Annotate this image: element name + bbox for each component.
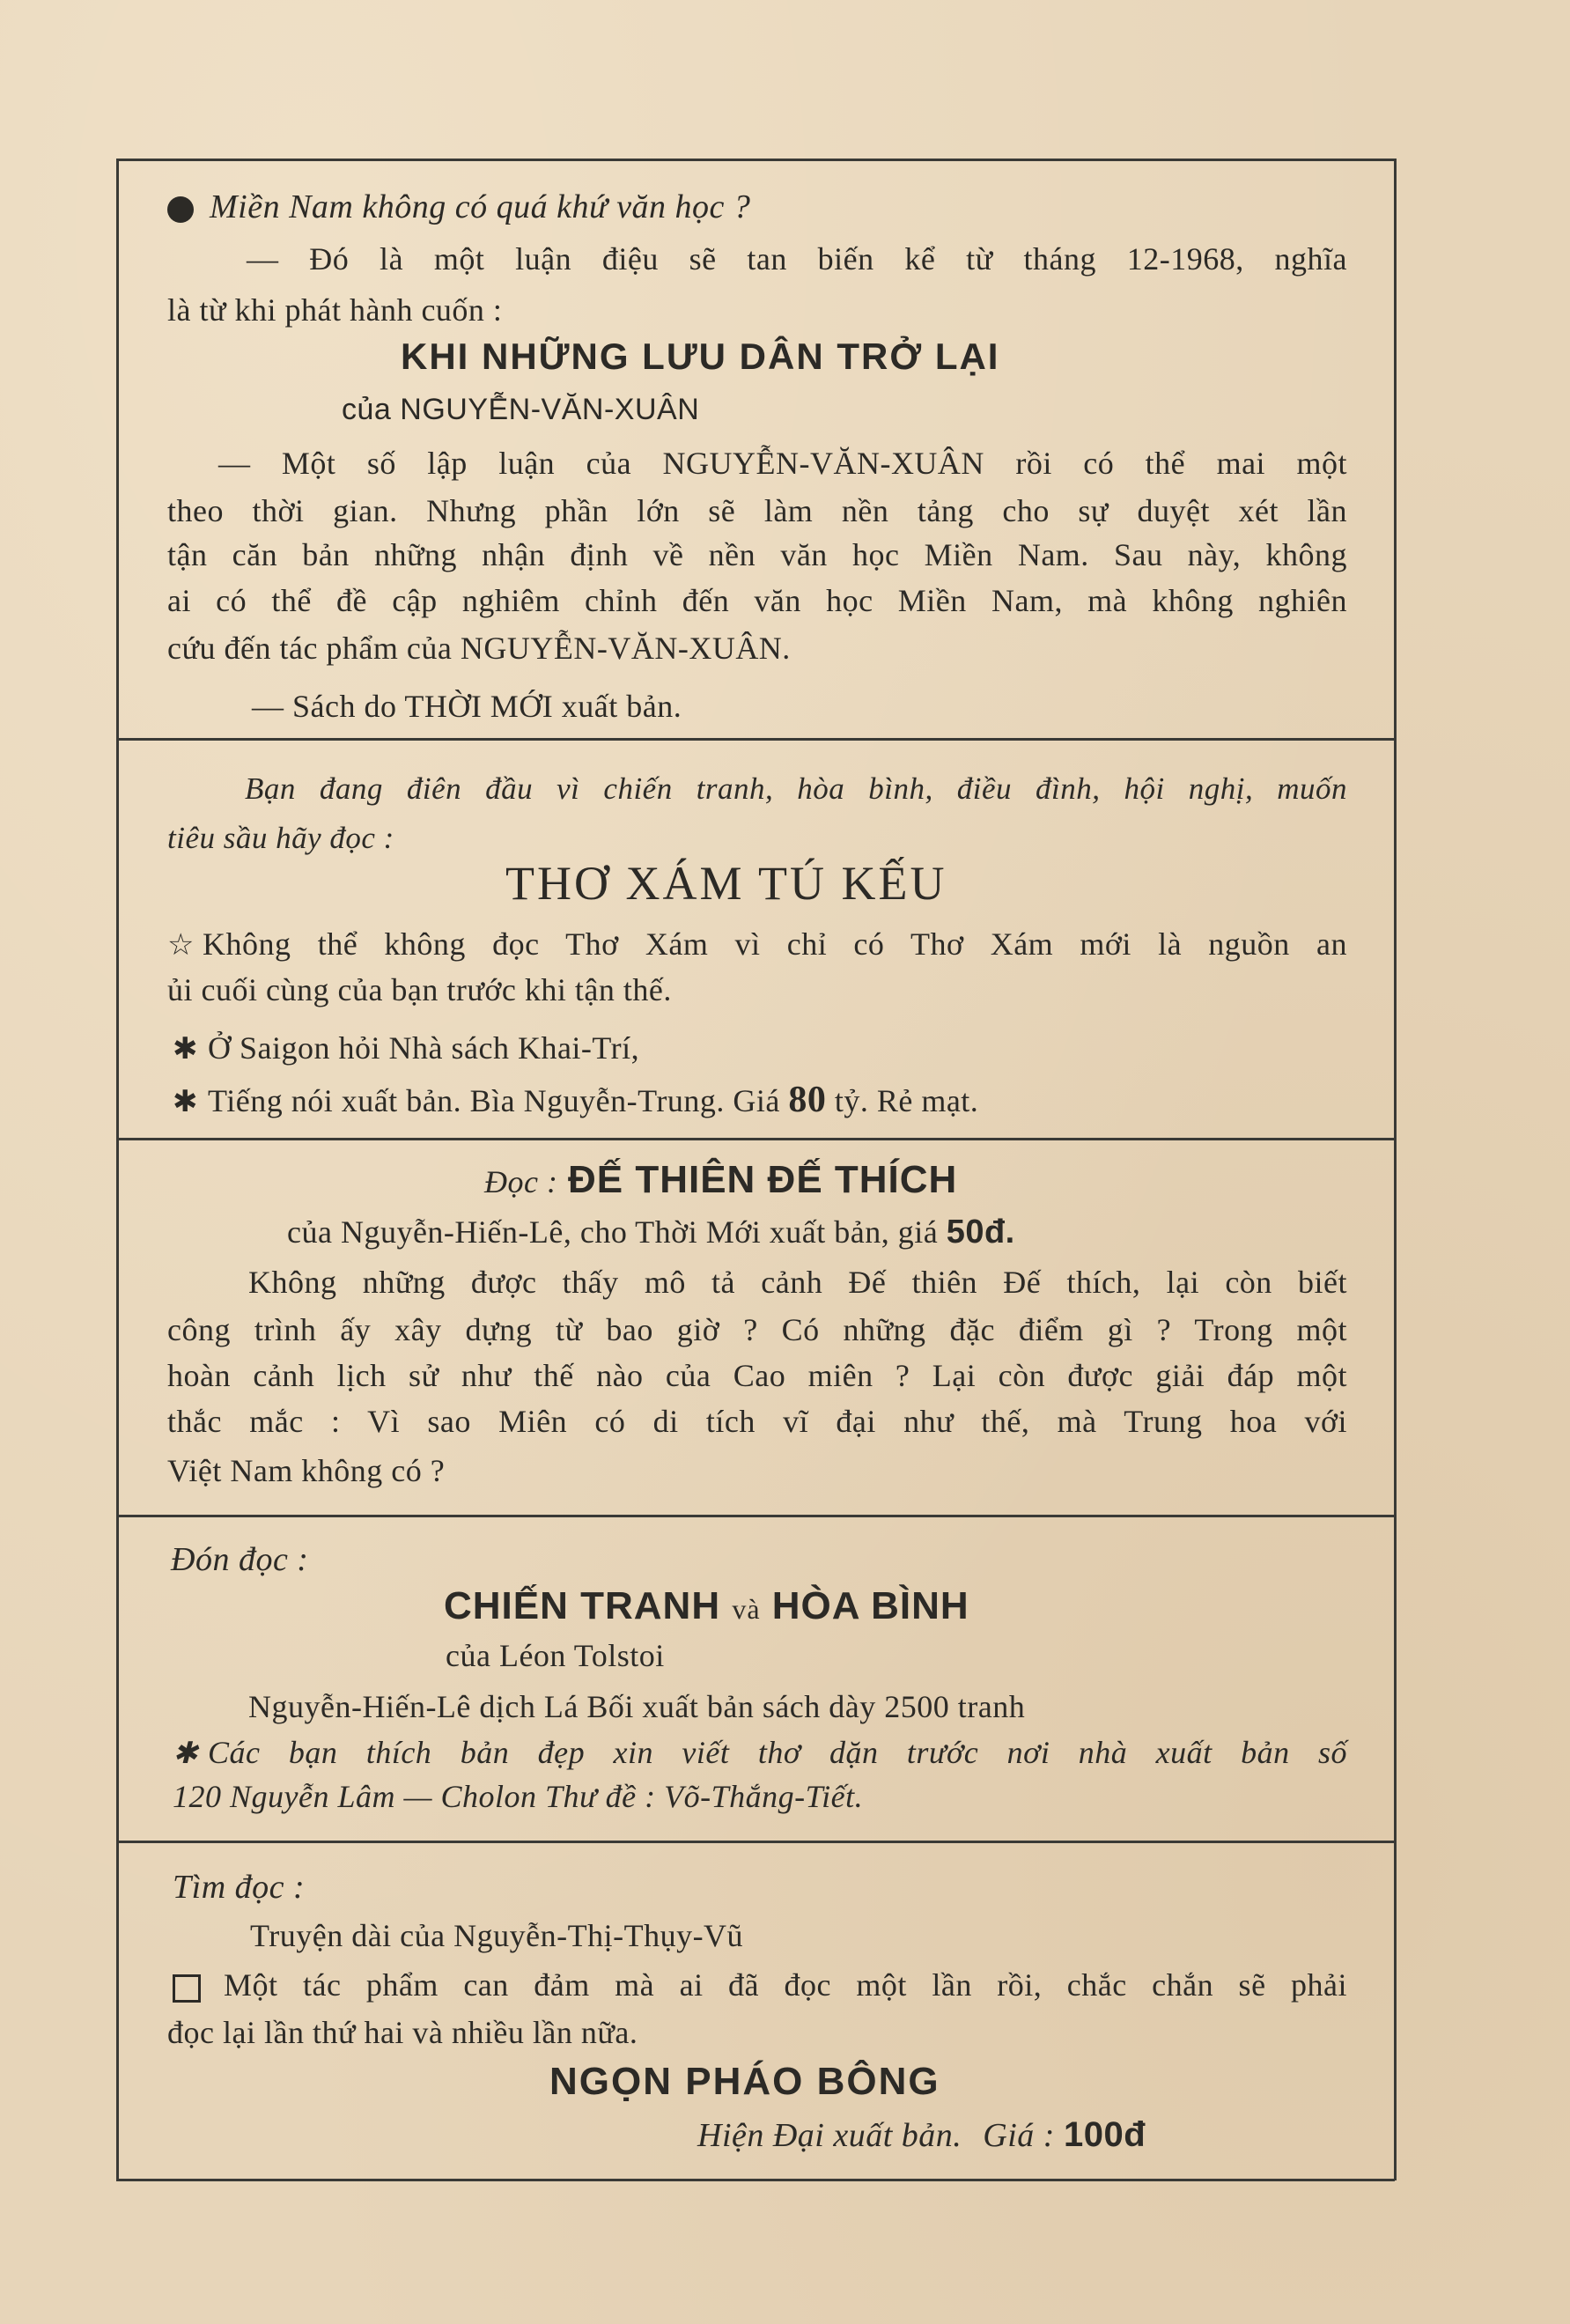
s2-price: 80: [788, 1080, 827, 1120]
s2-line3: ✱ Ở Saigon hỏi Nhà sách Khai-Trí,: [173, 1030, 640, 1066]
s2-intro1: Bạn đang điên đầu vì chiến tranh, hòa bình, điều đình, hội nghị, muốn: [245, 771, 1347, 806]
s5-line2: đọc lại lần thứ hai và nhiều lần nữa.: [167, 2015, 638, 2050]
s2-intro2: tiêu sầu hãy đọc :: [167, 821, 394, 855]
s1-para1: — Một số lập luận của NGUYỄN-VĂN-XUÂN rồi có thể mai một: [218, 446, 1347, 481]
s5-publisher: Hiện Đại xuất bản.: [697, 2117, 962, 2154]
s3-heading: [484, 1158, 958, 1201]
s4-title: CHIẾN TRANH và HÒA BÌNH: [444, 1584, 969, 1627]
s2-title: THƠ XÁM TÚ KẾU: [505, 857, 947, 910]
s5-title: NGỌN PHÁO BÔNG: [549, 2060, 940, 2103]
s1-line2: là từ khi phát hành cuốn :: [167, 292, 503, 328]
s3-title: ĐẾ THIÊN ĐẾ THÍCH: [567, 1158, 958, 1201]
star-icon: ✱: [173, 1033, 198, 1066]
s3-para1: Không những được thấy mô tả cảnh Đế thiên Đế thích, lại còn biết: [248, 1265, 1347, 1300]
s3-author: của Nguyễn-Hiến-Lê, cho Thời Mới xuất bản, giá 50đ.: [287, 1214, 1015, 1251]
s4-note1: ✱ Các bạn thích bản đẹp xin viết thơ dặn trước nơi nhà xuất bản số: [173, 1735, 1347, 1770]
s3-para5: Việt Nam không có ?: [167, 1453, 446, 1488]
s3-para3: hoàn cảnh lịch sử như thế nào của Cao miên ? Lại còn được giải đáp một: [167, 1358, 1347, 1393]
s3-para2: công trình ấy xây dựng từ bao giờ ? Có những đặc điểm gì ? Trong một: [167, 1312, 1347, 1347]
s1-line1: — Đó là một luận điệu sẽ tan biến kể từ tháng 12-1968, nghĩa: [247, 241, 1347, 277]
rule-bottom: [116, 2179, 1395, 2181]
s3-para4: thắc mắc : Vì sao Miên có di tích vĩ đại như thế, mà Trung hoa với: [167, 1404, 1347, 1439]
s5-line1: Một tác phẩm can đảm mà ai đã đọc một lần rồi, chắc chắn sẽ phải: [173, 1969, 1347, 2003]
s1-para3: tận căn bản những nhận định về nền văn học Miền Nam. Sau này, không: [167, 537, 1347, 572]
s5-lead: Tìm đọc :: [173, 1869, 306, 1906]
s5-subtitle: Truyện dài của Nguyễn-Thị-Thụy-Vũ: [250, 1918, 744, 1953]
rule-4: [116, 1841, 1395, 1843]
s4-note2: 120 Nguyễn Lâm — Cholon Thư đề : Võ-Thắng-Tiết.: [173, 1779, 864, 1814]
s3-price: 50đ.: [946, 1214, 1015, 1251]
s3-lead: Đọc :: [484, 1164, 558, 1199]
rule-2: [116, 1138, 1395, 1140]
s1-publisher: — Sách do THỜI MỚI xuất bản.: [252, 689, 682, 724]
s1-book-title: KHI NHỮNG LƯU DÂN TRỞ LẠI: [401, 336, 1000, 377]
s5-footer: [697, 2117, 1146, 2152]
s1-para4: ai có thể đề cập nghiêm chỉnh đến văn học Miền Nam, mà không nghiên: [167, 583, 1347, 618]
star-outline-icon: ☆: [167, 929, 195, 962]
s2-line4: ✱ Tiếng nói xuất bản. Bìa Nguyễn-Trung. Giá 80 tỷ. Rẻ mạt.: [173, 1080, 979, 1120]
bullet-icon: [167, 196, 194, 223]
s2-line1: ☆ Không thể không đọc Thơ Xám vì chỉ có Thơ Xám mới là nguồn an: [167, 926, 1347, 962]
s2-line2: ủi cuối cùng của bạn trước khi tận thế.: [167, 972, 672, 1007]
s1-question: Miền Nam không có quá khứ văn học ?: [167, 190, 750, 224]
s4-author: của Léon Tolstoi: [446, 1638, 665, 1673]
s5-price: 100đ: [1063, 2115, 1146, 2154]
star-icon: ✱: [173, 1086, 198, 1118]
s5-price-label: Giá :: [983, 2117, 1055, 2154]
rule-3: [116, 1515, 1395, 1517]
s1-author: của NGUYỄN-VĂN-XUÂN: [342, 393, 700, 426]
checkbox-icon: [173, 1974, 201, 2003]
s4-lead: Đón đọc :: [171, 1541, 309, 1578]
s1-para5: cứu đến tác phẩm của NGUYỄN-VĂN-XUÂN.: [167, 631, 791, 666]
s4-translator: Nguyễn-Hiến-Lê dịch Lá Bối xuất bản sách dày 2500 tranh: [248, 1689, 1026, 1724]
rule-1: [116, 738, 1395, 741]
rule-top: [116, 159, 1395, 161]
s1-para2: theo thời gian. Nhưng phần lớn sẽ làm nền tảng cho sự duyệt xét lần: [167, 493, 1347, 528]
star-icon: ✱: [173, 1737, 198, 1770]
